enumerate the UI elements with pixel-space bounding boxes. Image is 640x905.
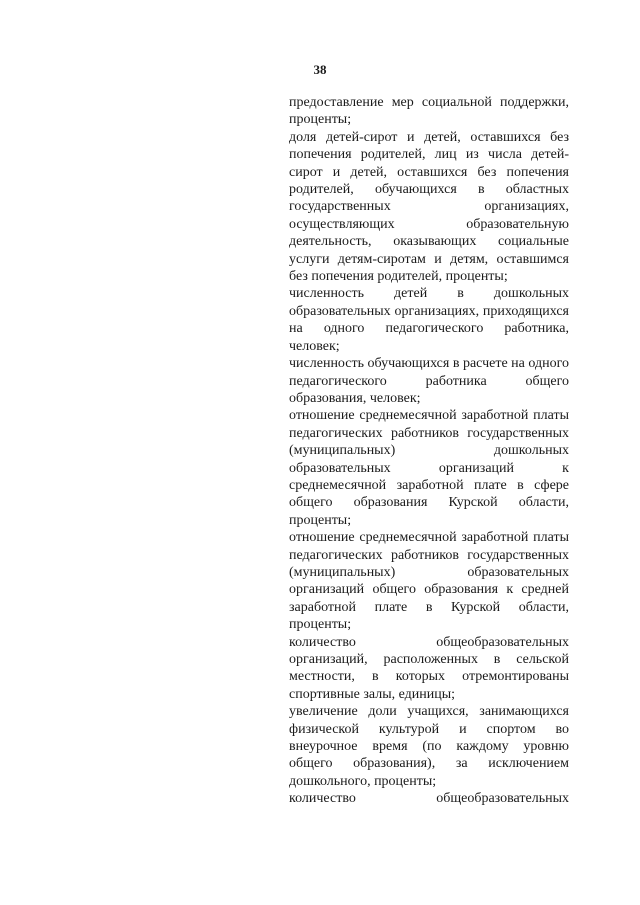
list-item: количество общеобразовательных организаций, расположенных в сельской местности, в которых отремонтированы спортивные залы, единицы; xyxy=(289,634,569,702)
list-item: численность детей в дошкольных образовательных организациях, приходящихся на одного педагогического работника, человек; xyxy=(289,286,569,354)
list-item: численность обучающихся в расчете на одного педагогического работника общего образования, человек; xyxy=(289,356,569,406)
page-number: 38 xyxy=(313,62,327,77)
list-item: доля детей-сирот и детей, оставшихся без попечения родителей, лиц из числа детей-сирот и детей, оставшихся без попечения родителей, обучающихся в областных государственных организациях, осуществляющих образовательную деятельность, оказывающих социальные услуги детям-сиротам и детям, оставшимся без попечения родителей, проценты; xyxy=(289,129,569,285)
list-item: количество общеобразовательных xyxy=(289,791,569,807)
list-item: увеличение доли учащихся, занимающихся физической культурой и спортом во внеурочное время (по каждому уровню общего образования), за исключением дошкольного, проценты; xyxy=(289,704,569,789)
indicator-list xyxy=(289,94,569,808)
list-item: отношение среднемесячной заработной платы педагогических работников государственных (муниципальных) дошкольных образовательных организаций к среднемесячной заработной плате в сфере общего образования Курской области, проценты; xyxy=(289,408,569,528)
list-item: отношение среднемесячной заработной платы педагогических работников государственных (муниципальных) образовательных организаций общего образования к средней заработной плате в Курской области, проценты; xyxy=(289,530,569,633)
list-item: предоставление мер социальной поддержки, проценты; xyxy=(289,95,569,128)
